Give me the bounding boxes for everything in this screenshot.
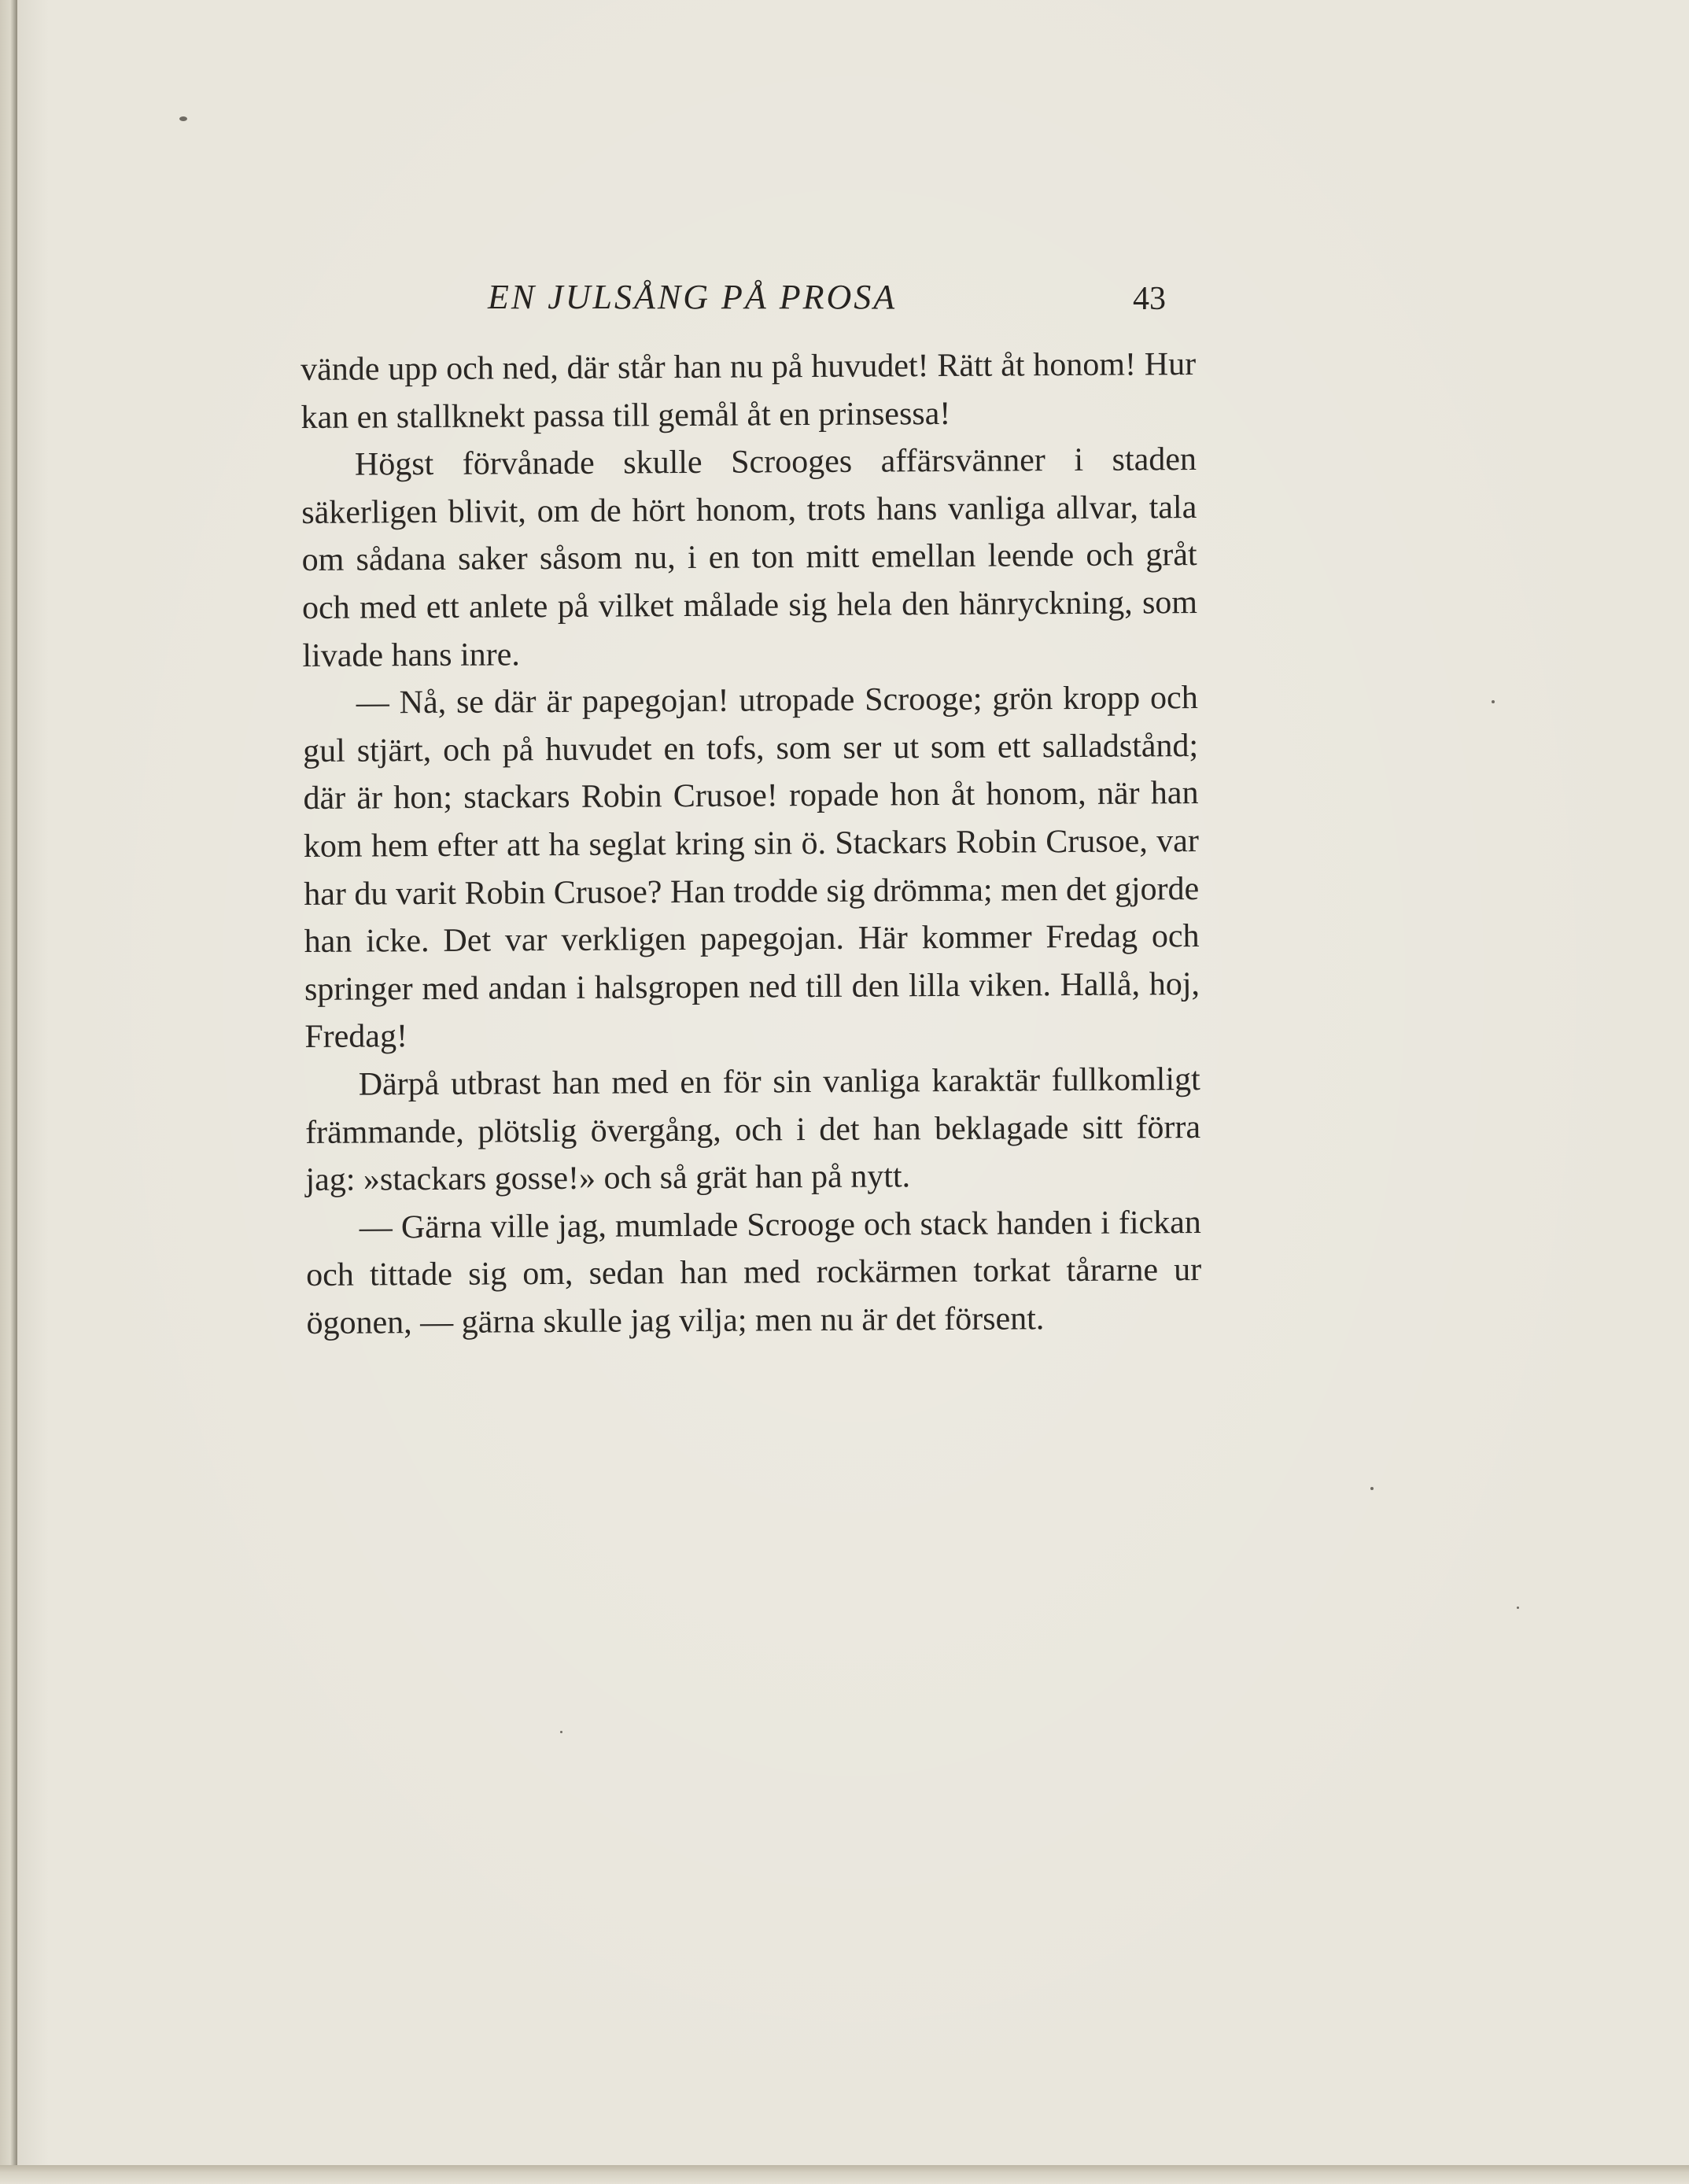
paragraph-continuation: vände upp och ned, där står han nu på huvudet! Rätt åt honom! Hur kan en stallknekt passa till gemål åt en prinsessa! — [301, 346, 1197, 436]
page-number: 43 — [1133, 281, 1166, 317]
paragraph-dialogue: — Nå, se där är papegojan! utropade Scrooge; grön kropp och gul stjärt, och på huvudet en tofs, som ser ut som ett salladstånd; där är hon; stackars Robin Crusoe! ropade hon åt honom, när han kom hem efter att ha seglat kring sin ö. Stackars Robin Crusoe, var har du varit Robin Crusoe? Han trodde sig drömma; men det gjorde han icke. Det var verkligen papegojan. Här kommer Fredag och springer med andan i halsgropen ned till den lilla viken. Hallå, hoj, Fredag! — [303, 680, 1200, 1056]
page-gutter-shadow — [0, 0, 17, 2184]
paper-speck — [1492, 700, 1495, 703]
page-bottom-edge — [0, 2165, 1689, 2184]
paper-speck — [179, 116, 187, 121]
paragraph: Högst förvånade skulle Scrooges affärsvänner i staden säkerligen blivit, om de hört honom, trots hans vanliga allvar, tala om sådana saker såsom nu, i en ton mitt emellan leende och gråt och med ett anlete på vilket målade sig hela den hänryckning, som livade hans inre. — [301, 441, 1198, 674]
body-text — [301, 341, 1202, 1347]
page-header — [275, 277, 1180, 324]
paper-speck — [560, 1731, 562, 1733]
paper-speck — [1517, 1607, 1519, 1609]
running-title: EN JULSÅNG PÅ PROSA — [488, 278, 898, 316]
paragraph: Därpå utbrast han med en för sin vanliga karaktär fullkomligt främmande, plötslig övergång, och i det han beklagade sitt förra jag: »stackars gosse!» och så grät han på nytt. — [304, 1061, 1201, 1199]
paragraph-dialogue: — Gärna ville jag, mumlade Scrooge och stack handen i fickan och tittade sig om, sedan han med rockärmen torkat tårarne ur ögonen, — gärna skulle jag vilja; men nu är det försent. — [306, 1204, 1202, 1341]
paper-speck — [1370, 1487, 1374, 1490]
